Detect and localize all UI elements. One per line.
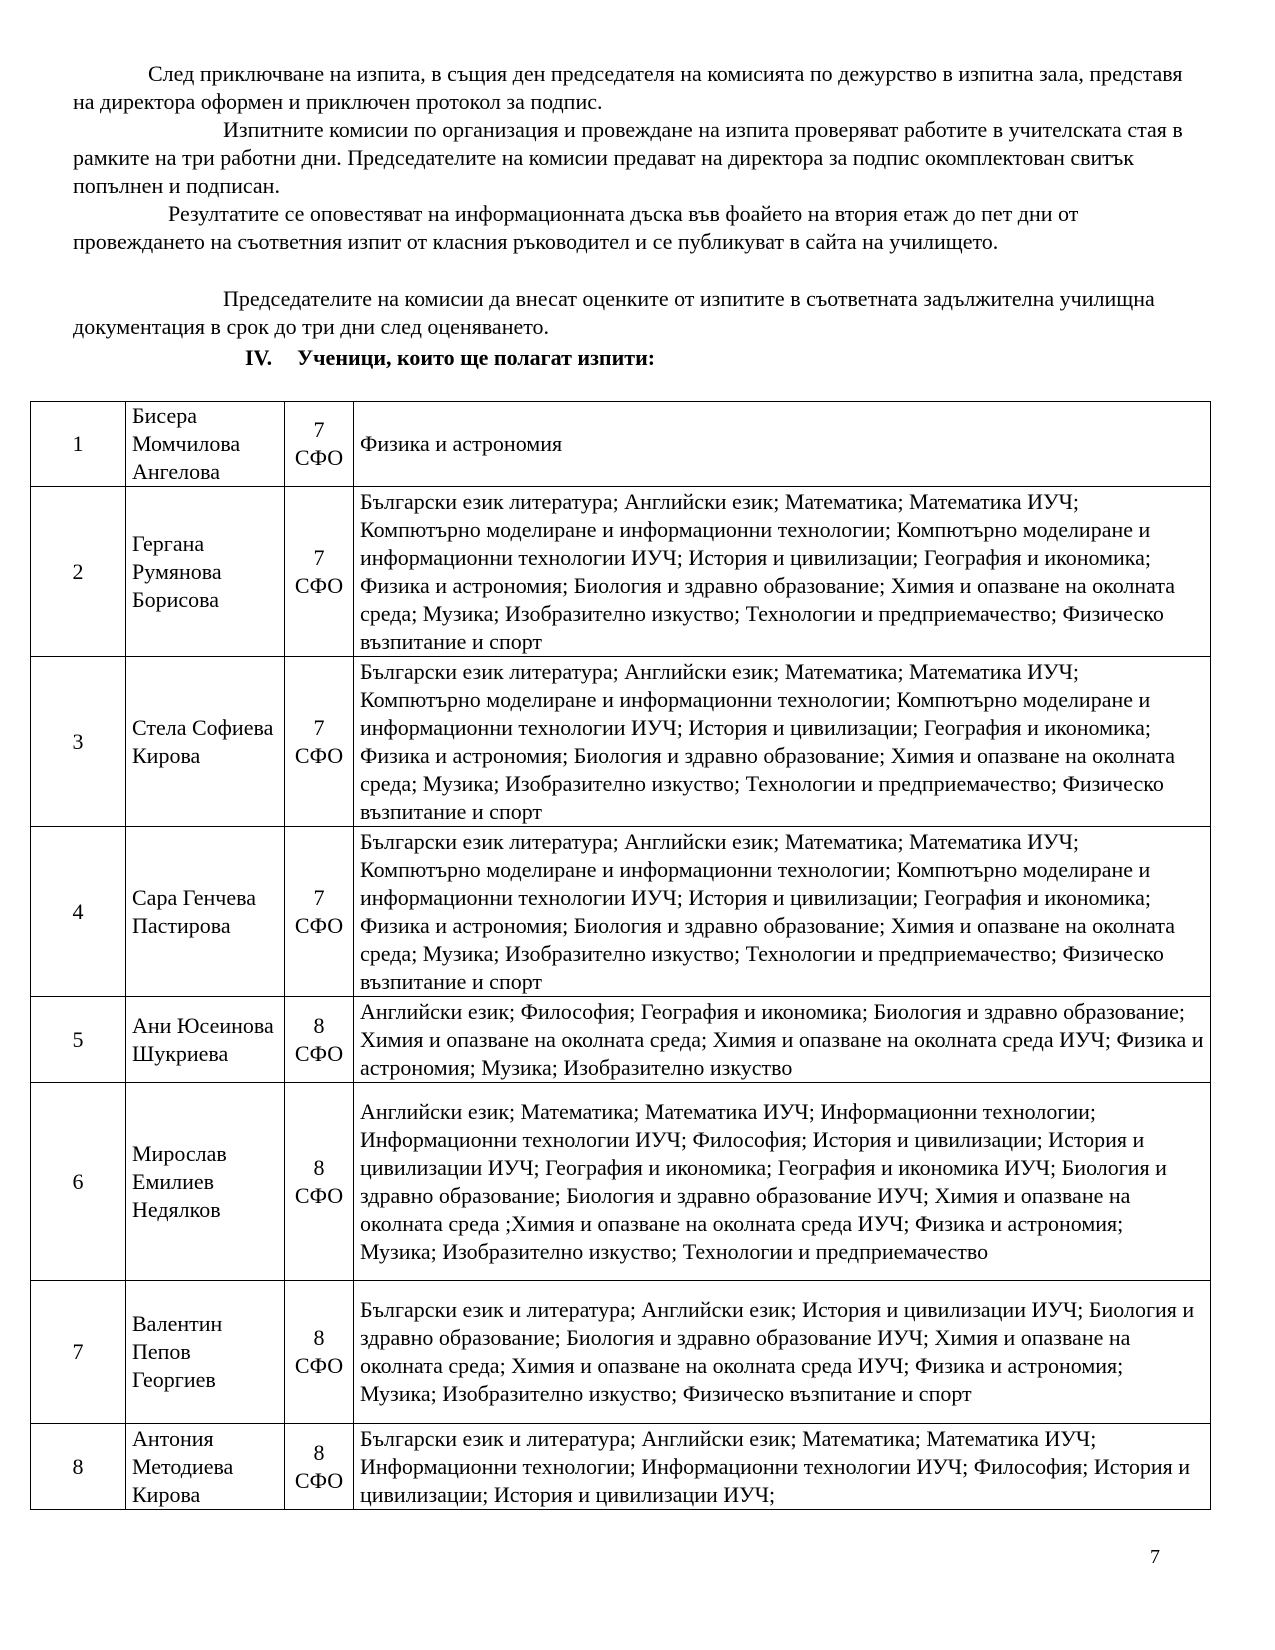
form-type: СФО [294,912,344,938]
table-row [31,1424,1211,1510]
form-type: СФО [294,1353,344,1378]
table-row [31,997,1211,1083]
subjects-cell: Английски език; Философия; География и икономика; Биология и здравно образование; Химия и опазване на околната среда; Химия и опазване на околната среда ИУЧ; Физика и астрономия; Музика; Изобразително изкуство [354,997,1211,1083]
table-row [31,1083,1211,1281]
student-name: Антония Методиева Кирова [126,1424,285,1510]
grade-cell [285,402,354,487]
grade-number: 7 [313,714,325,740]
page-number: 7 [1150,1546,1160,1568]
student-name: Ани Юсеинова Шукриева [126,997,285,1083]
grade-number: 7 [313,544,325,570]
subjects-cell: Физика и астрономия [354,402,1211,487]
grade-number: 7 [313,884,325,910]
row-number: 3 [31,657,126,827]
table-row [31,657,1211,827]
grade-cell [285,997,354,1083]
student-name: Бисера Момчилова Ангелова [126,402,285,487]
grade-cell [285,827,354,997]
grade-number: 8 [313,1154,325,1180]
table-row [31,402,1211,487]
paragraph-checking: Изпитните комисии по организация и провеждане на изпита проверяват работите в учителската стая в рамките на три работни дни. Председателите на комисии предават на директора за подпис окомплектован свитък попълнен и подписан. [73,117,1183,198]
form-type: СФО [294,445,344,470]
student-name: Гергана Румянова Борисова [126,487,285,657]
table-row [31,487,1211,657]
student-name: Стела Софиева Кирова [126,657,285,827]
form-type: СФО [294,742,344,768]
grade-number: 8 [313,1439,325,1465]
grade-cell [285,487,354,657]
grade-number: 8 [313,1325,325,1350]
subjects-cell: Български език и литература; Английски език; Математика; Математика ИУЧ; Информационни технологии; Информационни технологии ИУЧ; Философия; История и цивилизации; История и цивилизации ИУЧ; [354,1424,1211,1510]
row-number: 1 [31,402,126,487]
grade-cell [285,1281,354,1424]
subjects-cell: Български език литература; Английски език; Математика; Математика ИУЧ; Компютърно моделиране и информационни технологии; Компютърно моделиране и информационни технологии ИУЧ; История и цивилизации; География и икономика; Физика и астрономия; Биология и здравно образование; Химия и опазване на околната среда; Музика; Изобразително изкуство; Технологии и предприемачество; Физическо възпитание и спорт [354,827,1211,997]
grade-cell [285,1424,354,1510]
paragraph-results: Резултатите се оповестяват на информационната дъска във фоайето на втория етаж до пет дни от провеждането на съответния изпит от класния ръководител и се публикуват в сайта на училището. [73,201,1079,254]
row-number: 8 [31,1424,126,1510]
row-number: 4 [31,827,126,997]
section-heading [245,344,655,372]
student-name: Сара Генчева Пастирова [126,827,285,997]
subjects-cell: Български език литература; Английски език; Математика; Математика ИУЧ; Компютърно моделиране и информационни технологии; Компютърно моделиране и информационни технологии ИУЧ; История и цивилизации; География и икономика; Физика и астрономия; Биология и здравно образование; Химия и опазване на околната среда; Музика; Изобразително изкуство; Технологии и предприемачество; Физическо възпитание и спорт [354,487,1211,657]
student-name: Валентин Пепов Георгиев [126,1281,285,1424]
table-row [31,1281,1211,1424]
student-name: Мирослав Емилиев Недялков [126,1083,285,1281]
table-row [31,827,1211,997]
students-table [30,401,1211,1510]
subjects-cell: Български език литература; Английски език; Математика; Математика ИУЧ; Компютърно моделиране и информационни технологии; Компютърно моделиране и информационни технологии ИУЧ; История и цивилизации; География и икономика; Физика и астрономия; Биология и здравно образование; Химия и опазване на околната среда; Музика; Изобразително изкуство; Технологии и предприемачество; Физическо възпитание и спорт [354,657,1211,827]
row-number: 6 [31,1083,126,1281]
section-number: IV. [245,345,273,370]
form-type: СФО [294,1040,344,1066]
grade-cell [285,657,354,827]
row-number: 7 [31,1281,126,1424]
row-number: 5 [31,997,126,1083]
paragraph-grades: Председателите на комисии да внесат оценките от изпитите в съответната задължителна училищна документация в срок до три дни след оценяването. [73,286,1155,339]
subjects-cell: Български език и литература; Английски език; История и цивилизации ИУЧ; Биология и здравно образование; Биология и здравно образование ИУЧ; Химия и опазване на околната среда; Химия и опазване на околната среда ИУЧ; Физика и астрономия; Музика; Изобразително изкуство; Физическо възпитание и спорт [354,1281,1211,1424]
form-type: СФО [294,1182,344,1208]
section-title: Ученици, които ще полагат изпити: [297,345,656,370]
form-type: СФО [294,572,344,598]
row-number: 2 [31,487,126,657]
paragraph-protocol: След приключване на изпита, в същия ден председателя на комисията по дежурство в изпитна зала, представя на директора оформен и приключен протокол за подпис. [73,61,1183,114]
grade-number: 7 [313,417,325,442]
grade-number: 8 [313,1012,325,1038]
subjects-cell: Английски език; Математика; Математика ИУЧ; Информационни технологии; Информационни технологии ИУЧ; Философия; История и цивилизации; История и цивилизации ИУЧ; География и икономика; География и икономика ИУЧ; Биология и здравно образование; Биология и здравно образование ИУЧ; Химия и опазване на околната среда ;Химия и опазване на околната среда ИУЧ; Физика и астрономия; Музика; Изобразително изкуство; Технологии и предприемачество [354,1083,1211,1281]
form-type: СФО [294,1467,344,1493]
grade-cell [285,1083,354,1281]
